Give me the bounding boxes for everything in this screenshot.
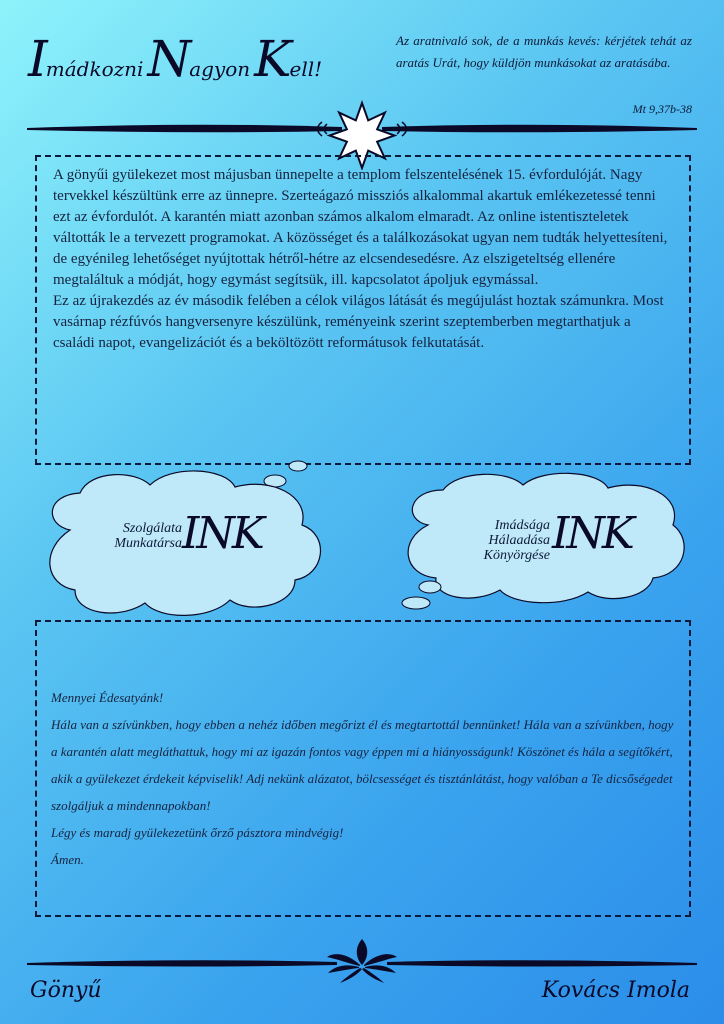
title-word-1: mádkozni xyxy=(45,57,144,81)
bubble-right-text xyxy=(454,518,550,563)
bubble-left-line: Szolgálata xyxy=(122,521,182,536)
title-initial-3: K xyxy=(254,30,290,88)
page-title xyxy=(28,30,348,90)
prayer-line: Hála van a szívünkben, hogy ebben a nehéz időben megőrizt él és megtartottál bennünket! Hála van a szívünkben, hogy a karantén alatt megláthattuk, hogy mi az igazán fontos vagy éppen mi a hiányosságunk! Köszönet és hála a segítőkért, akik a gyülekezet érdekeit képviselik! Adj nekünk alázatot, bölcsességet és tisztánlátást, hogy valóban a Te dicsőségedet szolgáljuk a mindennapokban! xyxy=(51,717,674,813)
bubble-right-line: Hálaadása xyxy=(488,533,550,548)
footer-author: Kovács Imola xyxy=(541,978,690,1003)
title-initial-2: N xyxy=(147,30,190,88)
title-word-2: agyon xyxy=(189,57,251,81)
article-box xyxy=(35,155,691,465)
bubble-right-line: Könyörgése xyxy=(483,548,550,563)
prayer-line: Ámen. xyxy=(51,852,84,867)
prayer-box xyxy=(35,620,691,917)
prayer-line: Légy és maradj gyülekezetünk őrző pásztora mindvégig! xyxy=(51,825,344,840)
bubble-left-text xyxy=(80,521,182,551)
article-paragraph: Ez az újrakezdés az év második felében a célok világos látását és megújulást hoztak számunkra. Most vasárnap rézfúvós hangversenyre készülünk, reményeink szerint szeptemberben megtarthatjuk a családi napot, evangelizációt és a beköltözött reformátusok felkutatását. xyxy=(53,293,664,351)
bubble-right-line: Imádsága xyxy=(494,518,550,533)
bubble-right-ink: INK xyxy=(552,508,632,559)
article-paragraph: A gönyűi gyülekezet most májusban ünnepelte a templom felszentelésének 15. évfordulóját. Nagy tervekkel készültünk erre az ünnepre. Szerteágazó missziós alkalommal akartuk emlékezetessé tenni ezt az évfordulót. A karantén miatt azonban számos alkalom elmaradt. Az online istentiszteletek váltották le a tervezett programokat. A közösséget és a találkozásokat ugyan nem tudták helyettesíteni, de egyénileg lehetőséget nyújtottak hétről-hétre az elcsendesedésre. Az elszigeteltség ellenére megtaláltuk a módját, hogy egymást segítsük, ill. kapcsolatot ápoljuk egymással. xyxy=(53,167,668,288)
footer-location: Gönyű xyxy=(30,978,102,1003)
leaf-icon xyxy=(327,939,397,983)
prayer-line: Mennyei Édesatyánk! xyxy=(51,690,164,705)
bubble-left-line: Munkatársa xyxy=(114,536,182,551)
bible-verse: Az aratnivaló sok, de a munkás kevés: kérjétek tehát az aratás Urát, hogy küldjön munkásokat az aratásába. xyxy=(396,33,692,70)
title-word-3: ell! xyxy=(289,57,323,81)
bubble-left-ink: INK xyxy=(182,508,262,559)
title-initial-1: I xyxy=(28,30,46,88)
verse-reference: Mt 9,37b-38 xyxy=(632,102,692,116)
